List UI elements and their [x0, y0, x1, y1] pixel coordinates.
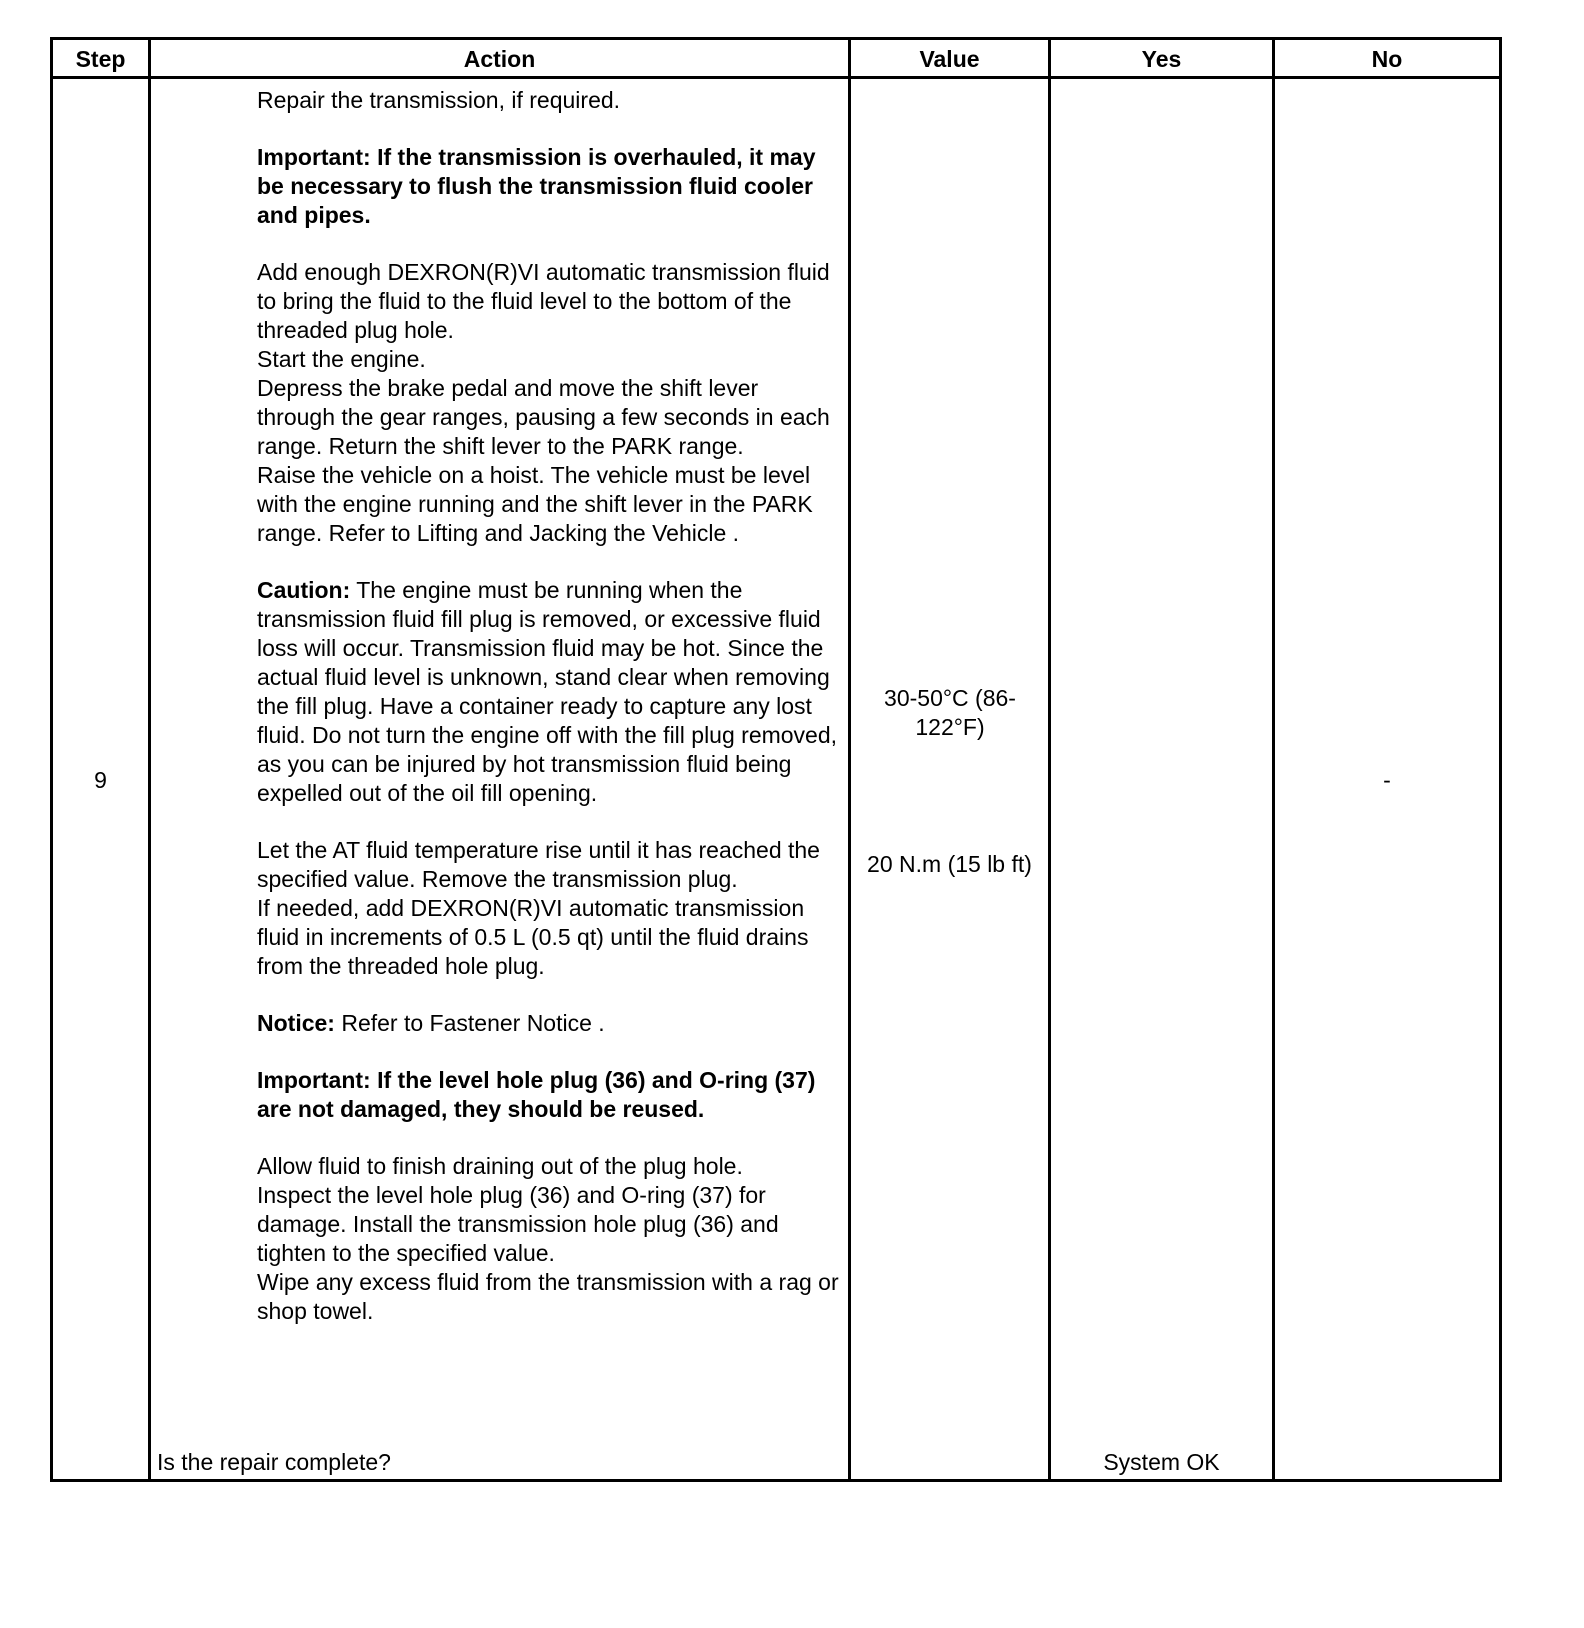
action-instructions	[257, 86, 842, 1326]
action-inspect-text: Inspect the level hole plug (36) and O-ring (37) for damage. Install the transmission hole plug (36) and tighten to the specified value.	[257, 1182, 779, 1266]
header-step: Step	[75, 46, 126, 72]
column-divider	[148, 37, 151, 1482]
action-shift-lever-text: Depress the brake pedal and move the shift lever through the gear ranges, pausing a few seconds in each range. Return the shift lever to the PARK range.	[257, 375, 830, 459]
notice-note	[257, 1009, 842, 1038]
step-number: 9	[94, 767, 107, 793]
notice-label: Notice:	[257, 1010, 335, 1036]
action-fluid-temp-text: Let the AT fluid temperature rise until it has reached the specified value. Remove the transmission plug.	[257, 837, 820, 892]
value-torque: 20 N.m (15 lb ft)	[867, 851, 1032, 877]
action-drain-text: Allow fluid to finish draining out of the plug hole.	[257, 1153, 743, 1179]
header-yes: Yes	[1141, 46, 1182, 72]
no-result: -	[1383, 767, 1391, 793]
action-add-fluid-text: Add enough DEXRON(R)VI automatic transmission fluid to bring the fluid to the fluid level to the bottom of the threaded plug hole.	[257, 259, 830, 343]
header-no: No	[1371, 46, 1403, 72]
action-add-increments-text: If needed, add DEXRON(R)VI automatic transmission fluid in increments of 0.5 L (0.5 qt) until the fluid drains from the threaded hole plug.	[257, 895, 809, 979]
caution-text: The engine must be running when the transmission fluid fill plug is removed, or excessive fluid loss will occur. Transmission fluid may be hot. Since the actual fluid level is unknown, stand clear when removing the fill plug. Have a container ready to capture any lost fluid. Do not turn the engine off with the fill plug removed, as you can be injured by hot transmission fluid being expelled out of the oil fill opening.	[257, 577, 838, 806]
value-temperature: 30-50°C (86-122°F)	[884, 685, 1016, 740]
caution-label: Caution:	[257, 577, 351, 603]
yes-result: System OK	[1103, 1449, 1220, 1475]
header-action: Action	[463, 46, 536, 72]
action-wipe-text: Wipe any excess fluid from the transmission with a rag or shop towel.	[257, 1269, 839, 1324]
action-repair-text: Repair the transmission, if required.	[257, 87, 621, 113]
column-divider	[848, 37, 851, 1482]
action-raise-vehicle-text: Raise the vehicle on a hoist. The vehicle must be level with the engine running and the shift lever in the PARK range. Refer to Lifting and Jacking the Vehicle .	[257, 462, 813, 546]
action-question: Is the repair complete?	[157, 1449, 391, 1475]
column-divider	[1272, 37, 1275, 1482]
important-note-reuse: Important: If the level hole plug (36) and O-ring (37) are not damaged, they should be reused.	[257, 1067, 816, 1122]
important-note-overhaul: Important: If the transmission is overhauled, it may be necessary to flush the transmission fluid cooler and pipes.	[257, 144, 816, 228]
notice-text: Refer to Fastener Notice .	[334, 1010, 605, 1036]
action-start-engine-text: Start the engine.	[257, 346, 426, 372]
column-divider	[1048, 37, 1051, 1482]
header-value: Value	[919, 46, 980, 72]
caution-note	[257, 576, 842, 808]
